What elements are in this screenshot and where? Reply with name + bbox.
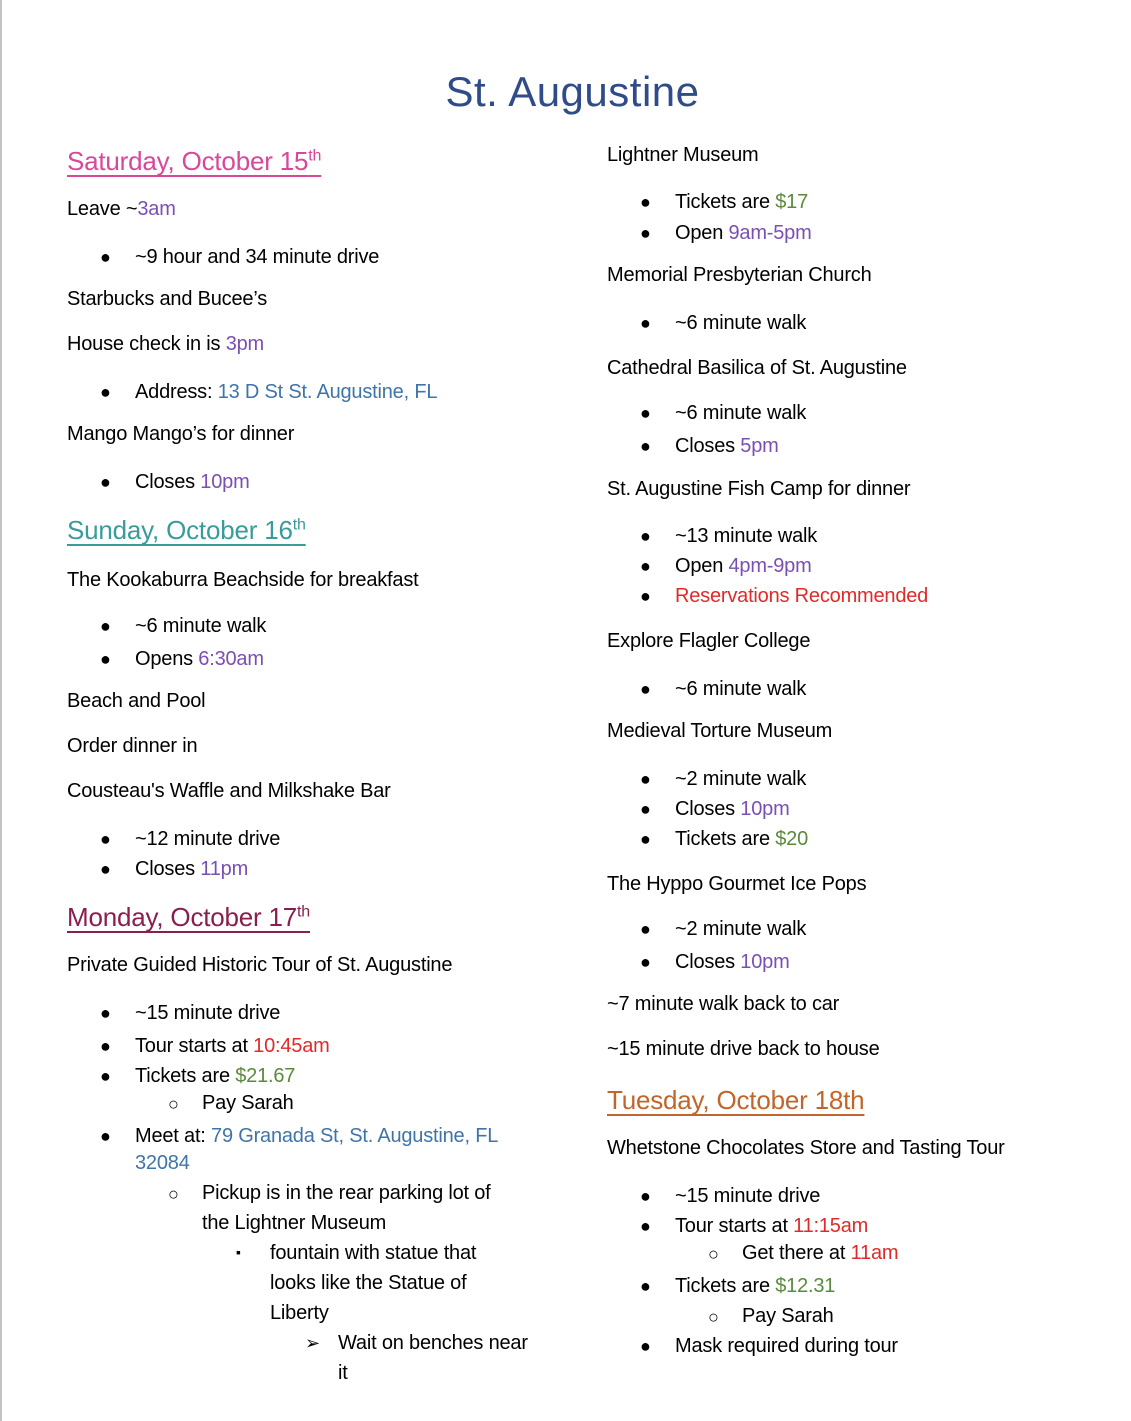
- item-walk: ~6 minute walk: [135, 615, 267, 637]
- item-church-walk: ~6 minute walk: [675, 312, 807, 334]
- heading-text: Monday, October 17: [67, 902, 298, 932]
- price-value: $17: [775, 191, 808, 213]
- item-tour-starts: [135, 1034, 330, 1058]
- label: Tour starts at: [135, 1035, 254, 1057]
- item-address: [135, 380, 437, 404]
- bullet-disc-icon: ●: [640, 1186, 651, 1206]
- item-fountain-3: Liberty: [270, 1302, 329, 1324]
- item-torture-close: [675, 797, 790, 821]
- item-lightner-tickets: [675, 190, 808, 214]
- heading-suffix: th: [297, 903, 310, 921]
- item-hyppo-close: [675, 950, 790, 974]
- address-value: 79 Granada St, St. Augustine, FL: [211, 1125, 499, 1147]
- item-mask: Mask required during tour: [675, 1335, 898, 1357]
- bullet-disc-icon: ●: [100, 1003, 111, 1023]
- item-fountain-2: looks like the Statue of: [270, 1272, 467, 1294]
- bullet-disc-icon: ●: [640, 919, 651, 939]
- time-value: 9am-5pm: [728, 222, 812, 244]
- time-value: 10pm: [740, 798, 790, 820]
- item-chocolate-arrive: [742, 1241, 898, 1265]
- item-wait-1: Wait on benches near: [338, 1332, 528, 1354]
- bullet-disc-icon: ●: [100, 472, 111, 492]
- bullet-arrow-icon: ➢: [305, 1333, 321, 1353]
- bullet-disc-icon: ●: [640, 769, 651, 789]
- item-tour: Private Guided Historic Tour of St. Augustine: [67, 954, 453, 976]
- item-lightner: Lightner Museum: [607, 144, 759, 166]
- price-value: $12.31: [775, 1275, 836, 1297]
- heading-suffix: th: [292, 516, 306, 534]
- label: Get there at: [742, 1242, 851, 1264]
- item-fishcamp-reservations: Reservations Recommended: [675, 585, 929, 607]
- time-value: 11pm: [200, 858, 249, 880]
- time-value: 3pm: [225, 333, 265, 355]
- price-value: $20: [775, 828, 808, 850]
- item-chocolate-tickets: [675, 1274, 835, 1298]
- page-title: St. Augustine: [445, 68, 700, 115]
- label: Tour starts at: [675, 1215, 794, 1237]
- label: Closes: [675, 951, 741, 973]
- item-pickup-1: Pickup is in the rear parking lot of: [202, 1182, 491, 1204]
- label: Open: [675, 222, 729, 244]
- time-value: 6:30am: [198, 648, 264, 670]
- item-chocolate-drive: ~15 minute drive: [675, 1185, 821, 1207]
- time-value: 10pm: [740, 951, 790, 973]
- bullet-circle-icon: ○: [168, 1184, 179, 1204]
- item-stop: Starbucks and Bucee’s: [67, 288, 267, 310]
- item-chocolate-pay: Pay Sarah: [742, 1305, 834, 1327]
- bullet-disc-icon: ●: [640, 586, 651, 606]
- item-dinner: Mango Mango’s for dinner: [67, 423, 295, 445]
- bullet-square-icon: ▪: [236, 1244, 241, 1260]
- item-flagler: Explore Flagler College: [607, 630, 811, 652]
- bullet-disc-icon: ●: [640, 1336, 651, 1356]
- heading-suffix: th: [308, 147, 322, 165]
- bullet-disc-icon: ●: [640, 679, 651, 699]
- bullet-disc-icon: ●: [100, 616, 111, 636]
- bullet-disc-icon: ●: [640, 799, 651, 819]
- item-pay: Pay Sarah: [202, 1092, 294, 1114]
- item-torture: Medieval Torture Museum: [607, 720, 833, 742]
- item-chocolate: Whetstone Chocolates Store and Tasting Tour: [607, 1137, 1005, 1159]
- item-checkin: [67, 332, 264, 356]
- item-waffle-close: [135, 857, 248, 881]
- heading-sunday: [67, 515, 306, 545]
- time-value: 5pm: [740, 435, 779, 457]
- bullet-disc-icon: ●: [640, 1216, 651, 1236]
- bullet-disc-icon: ●: [100, 247, 111, 267]
- item-fountain-1: fountain with statue that: [270, 1242, 477, 1264]
- bullet-disc-icon: ●: [640, 829, 651, 849]
- label: Closes: [135, 471, 201, 493]
- item-meet-zip: 32084: [135, 1152, 190, 1174]
- item-wait-2: it: [338, 1362, 348, 1384]
- bullet-circle-icon: ○: [168, 1094, 179, 1114]
- item-hyppo-walk: ~2 minute walk: [675, 918, 807, 940]
- item-drive: ~9 hour and 34 minute drive: [135, 246, 380, 268]
- label: Opens: [135, 648, 199, 670]
- item-cathedral-walk: ~6 minute walk: [675, 402, 807, 424]
- page-edge: [0, 0, 2, 1421]
- time-value: 10pm: [200, 471, 250, 493]
- time-value: 3am: [137, 198, 176, 220]
- heading-monday: [67, 902, 310, 932]
- bullet-disc-icon: ●: [100, 1066, 111, 1086]
- item-breakfast: The Kookaburra Beachside for breakfast: [67, 569, 419, 591]
- label: Tickets are: [675, 828, 776, 850]
- item-drive-house: ~15 minute drive back to house: [607, 1038, 880, 1060]
- time-value: 4pm-9pm: [728, 555, 812, 577]
- bullet-disc-icon: ●: [640, 952, 651, 972]
- item-cathedral-close: [675, 434, 779, 458]
- item-order: Order dinner in: [67, 735, 198, 757]
- heading-text: Sunday, October 16: [67, 515, 293, 545]
- label: Tickets are: [675, 1275, 776, 1297]
- heading-saturday: [67, 146, 321, 176]
- bullet-disc-icon: ●: [100, 649, 111, 669]
- label: Tickets are: [675, 191, 776, 213]
- item-opens: [135, 647, 264, 671]
- item-torture-tickets: [675, 827, 808, 851]
- bullet-disc-icon: ●: [640, 403, 651, 423]
- label: House check in is: [67, 333, 226, 355]
- label: Closes: [675, 435, 741, 457]
- heading-tuesday: Tuesday, October 18th: [607, 1085, 865, 1115]
- label: Leave ~: [67, 198, 138, 220]
- bullet-disc-icon: ●: [100, 829, 111, 849]
- label: Closes: [675, 798, 741, 820]
- label: Address:: [135, 381, 218, 403]
- time-value: 11:15am: [793, 1215, 869, 1237]
- bullet-disc-icon: ●: [640, 556, 651, 576]
- item-hyppo: The Hyppo Gourmet Ice Pops: [607, 873, 867, 895]
- item-cathedral: Cathedral Basilica of St. Augustine: [607, 357, 907, 379]
- bullet-disc-icon: ●: [640, 192, 651, 212]
- time-value: 10:45am: [253, 1035, 330, 1057]
- item-waffle: Cousteau's Waffle and Milkshake Bar: [67, 780, 391, 802]
- item-church: Memorial Presbyterian Church: [607, 264, 872, 286]
- bullet-disc-icon: ●: [640, 526, 651, 546]
- item-tour-drive: ~15 minute drive: [135, 1002, 281, 1024]
- bullet-disc-icon: ●: [100, 1126, 111, 1146]
- heading-text: Saturday, October 15: [67, 146, 309, 176]
- bullet-disc-icon: ●: [640, 1276, 651, 1296]
- bullet-circle-icon: ○: [708, 1244, 719, 1264]
- item-chocolate-starts: [675, 1214, 868, 1238]
- item-walk-car: ~7 minute walk back to car: [607, 993, 840, 1015]
- label: Meet at:: [135, 1125, 212, 1147]
- price-value: $21.67: [235, 1065, 296, 1087]
- time-value: 11am: [850, 1242, 899, 1264]
- item-dinner-close: [135, 470, 250, 494]
- label: Closes: [135, 858, 201, 880]
- item-leave: [67, 197, 176, 221]
- bullet-disc-icon: ●: [100, 859, 111, 879]
- item-torture-walk: ~2 minute walk: [675, 768, 807, 790]
- item-beach: Beach and Pool: [67, 690, 206, 712]
- item-tour-tickets: [135, 1064, 295, 1088]
- bullet-disc-icon: ●: [100, 1036, 111, 1056]
- item-flagler-walk: ~6 minute walk: [675, 678, 807, 700]
- label: Open: [675, 555, 729, 577]
- bullet-disc-icon: ●: [640, 436, 651, 456]
- item-waffle-drive: ~12 minute drive: [135, 828, 281, 850]
- item-fishcamp-walk: ~13 minute walk: [675, 525, 818, 547]
- bullet-disc-icon: ●: [640, 313, 651, 333]
- bullet-disc-icon: ●: [640, 223, 651, 243]
- bullet-disc-icon: ●: [100, 382, 111, 402]
- item-fishcamp-open: [675, 554, 812, 578]
- item-pickup-2: the Lightner Museum: [202, 1212, 387, 1234]
- bullet-circle-icon: ○: [708, 1307, 719, 1327]
- address-value: 13 D St St. Augustine, FL: [217, 381, 438, 403]
- item-lightner-open: [675, 221, 812, 245]
- item-fishcamp: St. Augustine Fish Camp for dinner: [607, 478, 911, 500]
- label: Tickets are: [135, 1065, 236, 1087]
- item-meet: [135, 1124, 498, 1148]
